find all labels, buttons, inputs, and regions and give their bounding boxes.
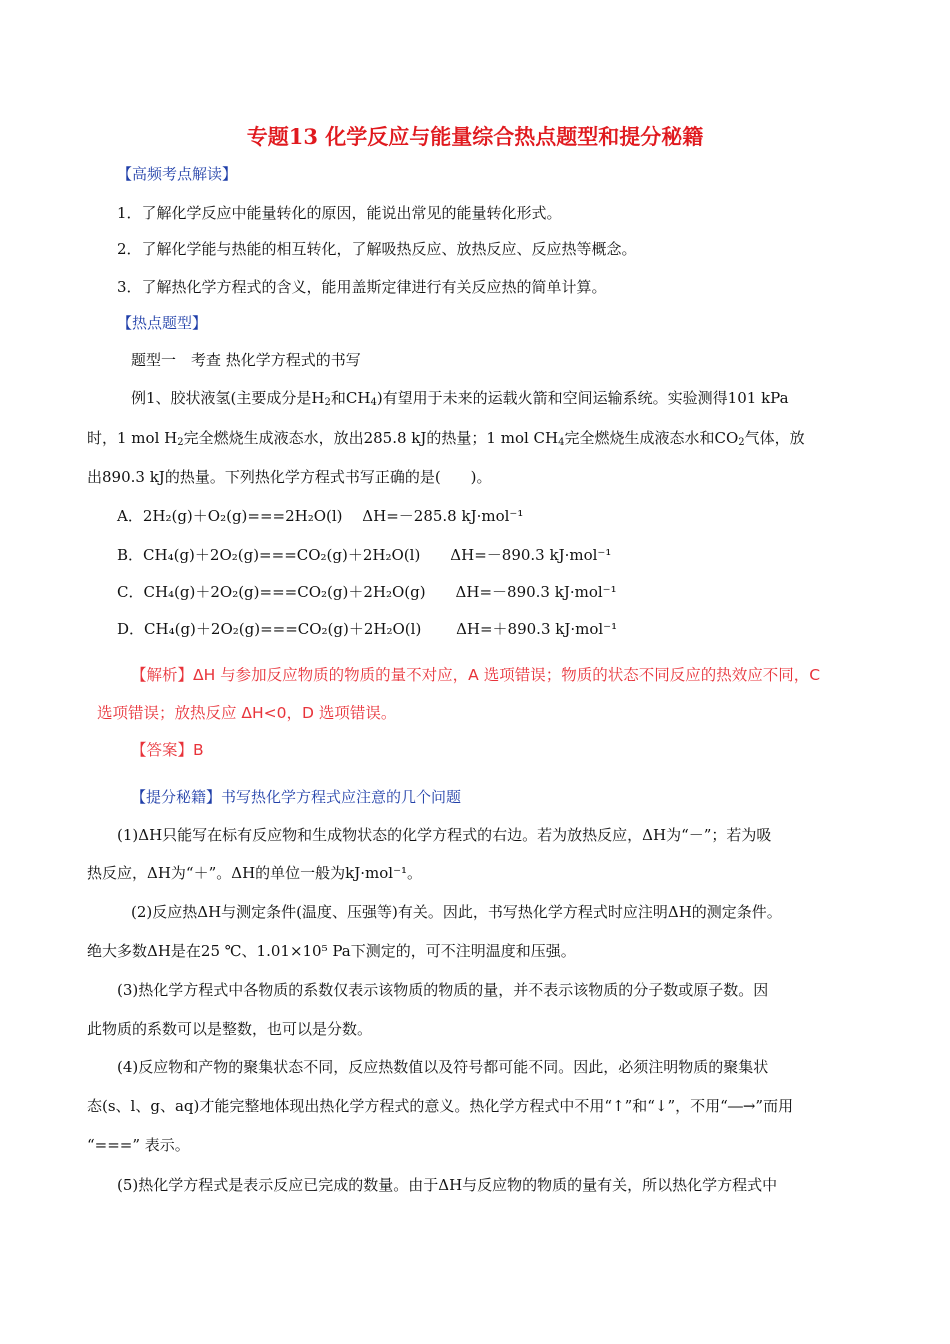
- objective-item-3: 3．了解热化学方程式的含义，能用盖斯定律进行有关反应热的简单计算。: [117, 278, 607, 296]
- option-a: A．2H₂(g)＋O₂(g)===2H₂O(l) ΔH=－285.8 kJ·mol⁻¹: [117, 507, 524, 525]
- tip-3-line-1: (3)热化学方程式中各物质的系数仅表示该物质的物质的量，并不表示该物质的分子数或原子数。因: [117, 981, 769, 999]
- tip-2-line-1: (2)反应热ΔH与测定条件(温度、压强等)有关。因此，书写热化学方程式时应注明ΔH的测定条件。: [131, 903, 782, 921]
- option-d: D．CH₄(g)＋2O₂(g)===CO₂(g)＋2H₂O(l) ΔH=＋890.3 kJ·mol⁻¹: [117, 620, 618, 638]
- objective-item-2: 2．了解化学能与热能的相互转化，了解吸热反应、放热反应、反应热等概念。: [117, 240, 637, 258]
- question-type-line: 题型一 考查 热化学方程式的书写: [131, 351, 361, 369]
- section-heading-hot-topics: 【热点题型】: [117, 314, 208, 332]
- tip-1-line-2: 热反应，ΔH为“＋”。ΔH的单位一般为kJ·mol⁻¹。: [87, 864, 423, 882]
- tip-1-line-1: (1)ΔH只能写在标有反应物和生成物状态的化学方程式的右边。若为放热反应，ΔH为“－”；若为吸: [117, 826, 772, 844]
- tip-5-line-1: (5)热化学方程式是表示反应已完成的数量。由于ΔH与反应物的物质的量有关，所以热化学方程式中: [117, 1176, 778, 1194]
- tip-4-line-3: “===” 表示。: [87, 1136, 190, 1154]
- example-line-2: 时，1 mol $H_2$完全燃烧生成液态水，放出285.8 kJ的热量；1 mol $CH_4$完全燃烧生成液态水和$CO_2$气体，放: [87, 429, 805, 448]
- option-c: C．CH₄(g)＋2O₂(g)===CO₂(g)＋2H₂O(g) ΔH=－890.3 kJ·mol⁻¹: [117, 583, 617, 601]
- example-line-1: 例1、胶状液氢(主要成分是$H_2$和$CH_4$)有望用于未来的运载火箭和空间运输系统。实验测得101 kPa: [131, 389, 789, 408]
- tips-heading: 【提分秘籍】书写热化学方程式应注意的几个问题: [131, 788, 462, 806]
- analysis-line-2: 选项错误；放热反应 ΔH<0，D 选项错误。: [97, 704, 397, 722]
- example-line-3: 出890.3 kJ的热量。下列热化学方程式书写正确的是( )。: [87, 468, 492, 486]
- section-heading-high-frequency: 【高频考点解读】: [117, 165, 238, 183]
- option-b: B．CH₄(g)＋2O₂(g)===CO₂(g)＋2H₂O(l) ΔH=－890.3 kJ·mol⁻¹: [117, 546, 612, 564]
- answer-line: 【答案】B: [131, 741, 204, 759]
- tip-3-line-2: 此物质的系数可以是整数，也可以是分数。: [87, 1020, 373, 1038]
- tip-2-line-2: 绝大多数ΔH是在25 ℃、1.01×10⁵ Pa下测定的，可不注明温度和压强。: [87, 942, 576, 960]
- objective-item-1: 1．了解化学反应中能量转化的原因，能说出常见的能量转化形式。: [117, 204, 562, 222]
- page-title: 专题13 化学反应与能量综合热点题型和提分秘籍: [246, 124, 704, 149]
- tip-4-line-2: 态(s、l、g、aq)才能完整地体现出热化学方程式的意义。热化学方程式中不用“↑”和“↓”，不用“―→”而用: [87, 1097, 794, 1115]
- tip-4-line-1: (4)反应物和产物的聚集状态不同，反应热数值以及符号都可能不同。因此，必须注明物质的聚集状: [117, 1058, 769, 1076]
- analysis-line-1: 【解析】ΔH 与参加反应物质的物质的量不对应，A 选项错误；物质的状态不同反应的热效应不同，C: [131, 666, 821, 684]
